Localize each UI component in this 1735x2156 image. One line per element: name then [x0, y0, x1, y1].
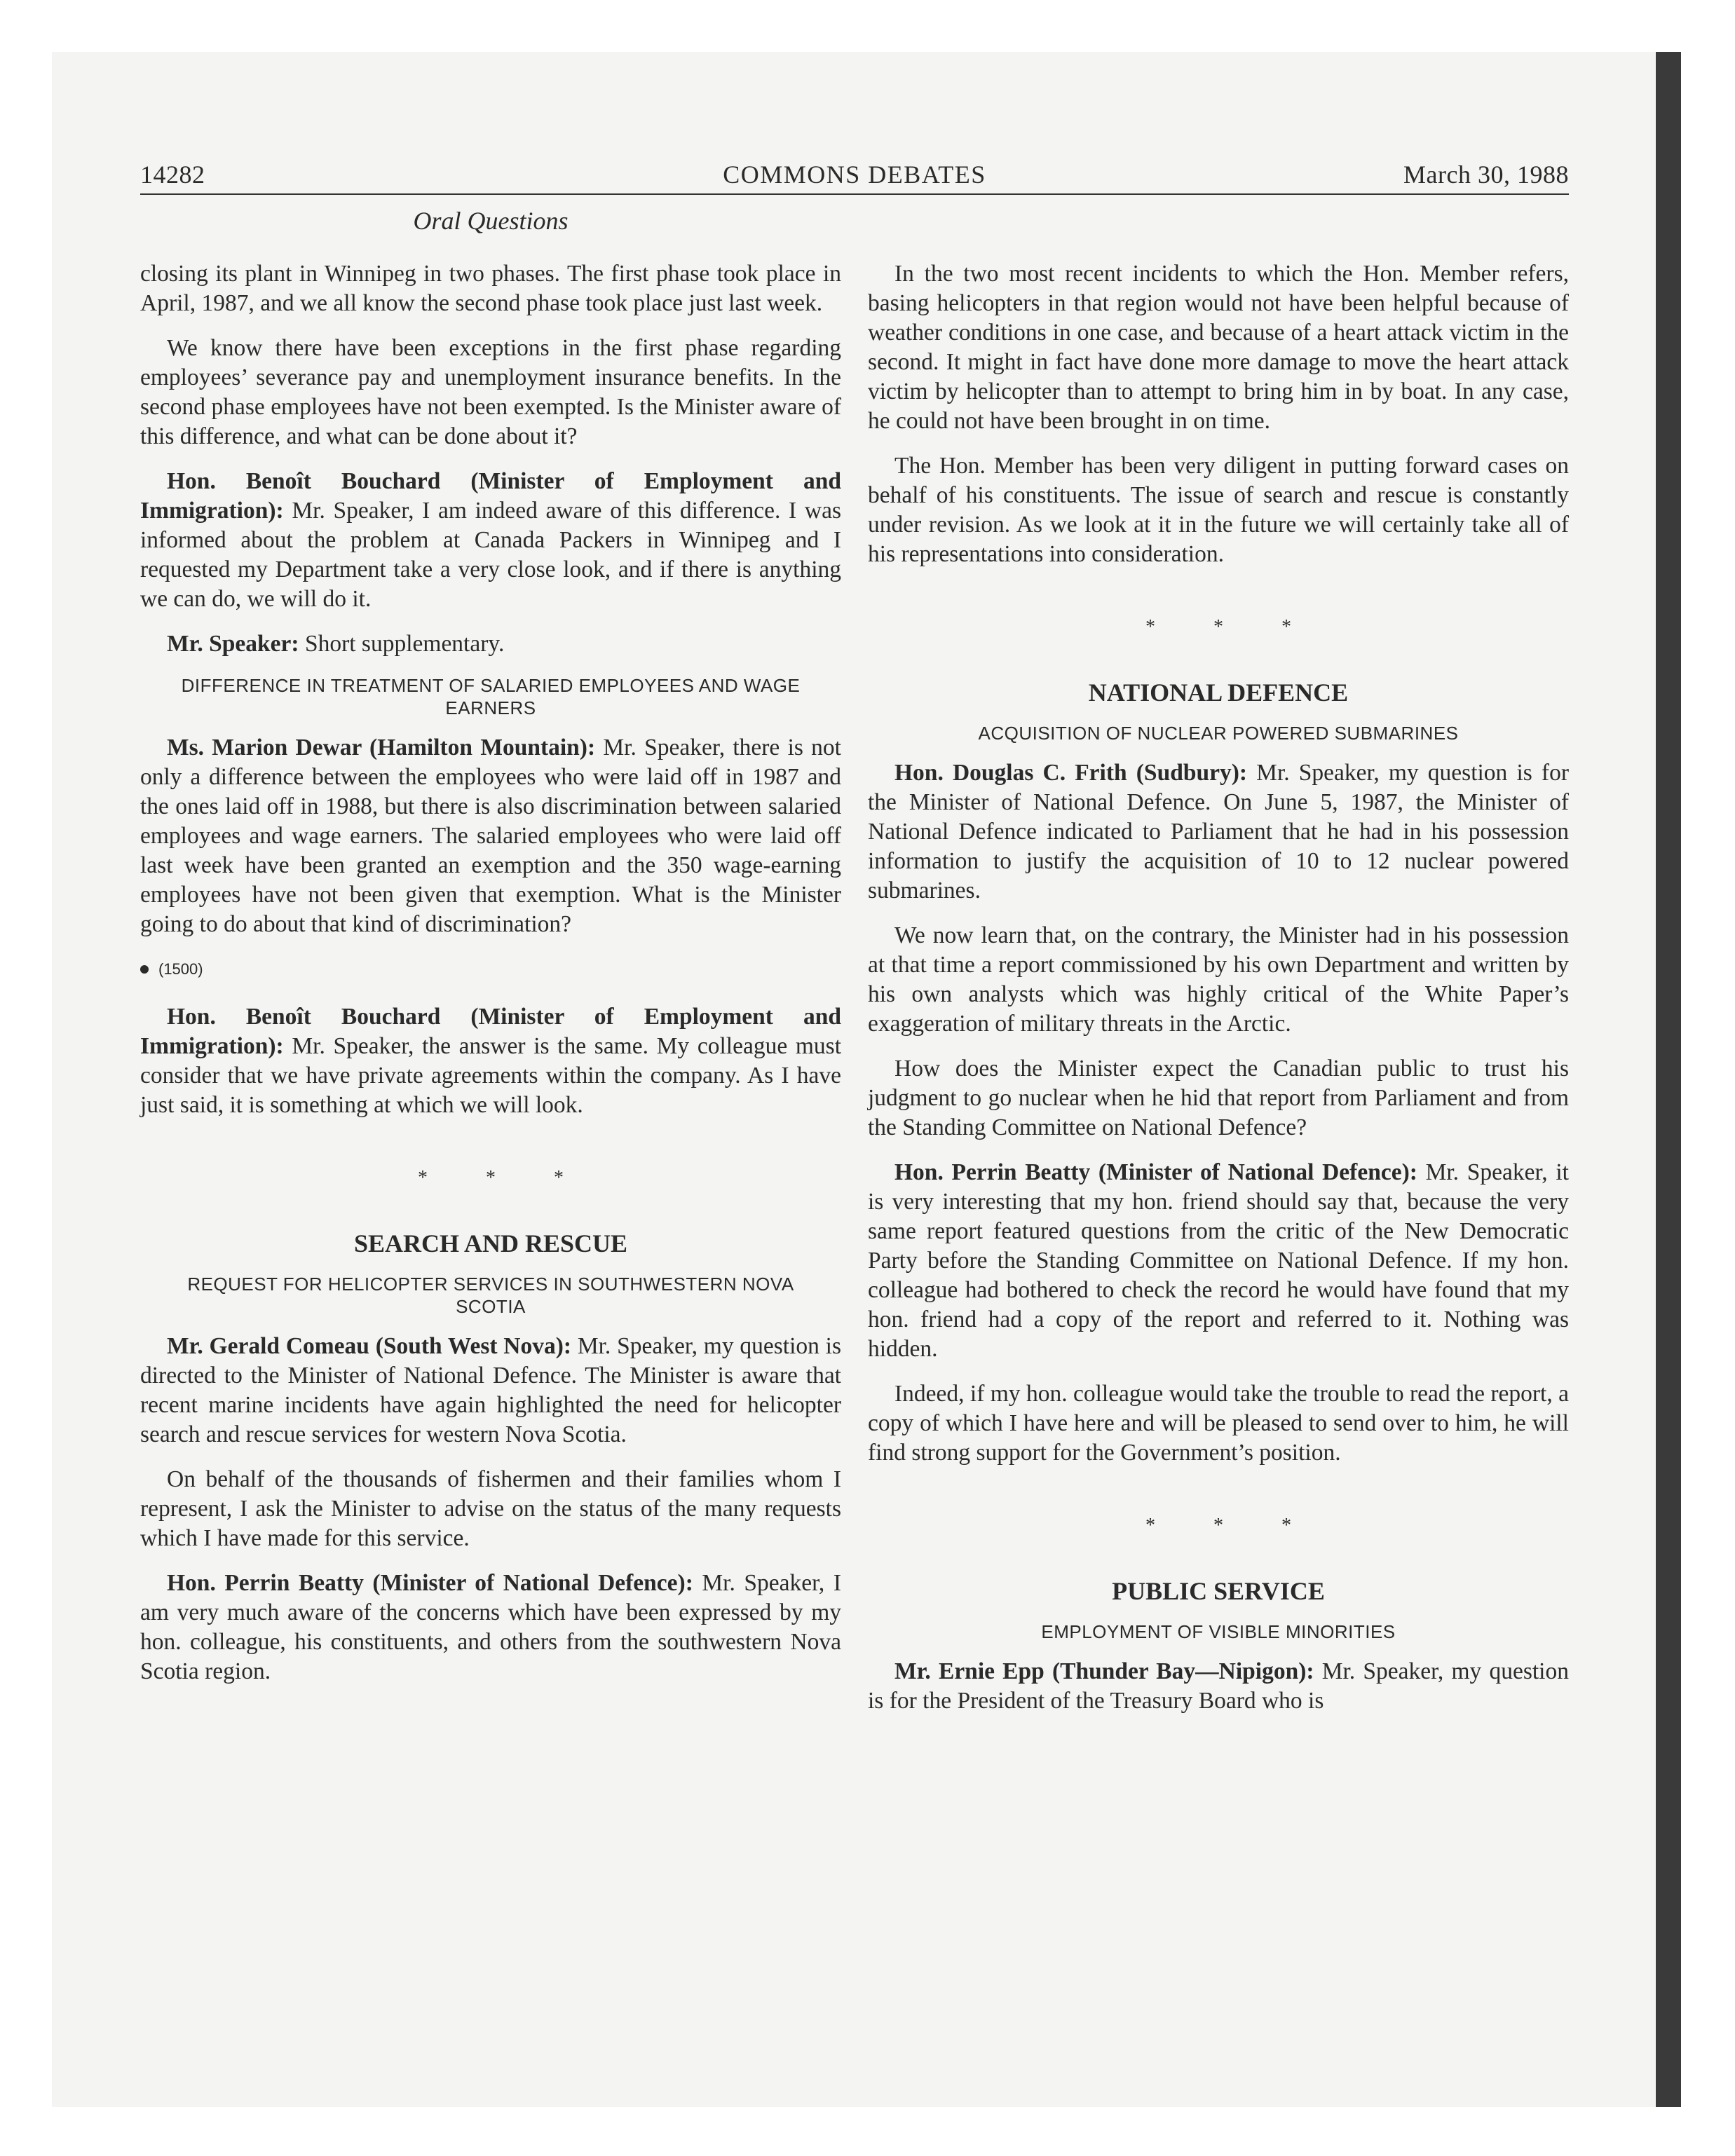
- paragraph: [140, 1569, 841, 1686]
- timestamp-marker: [140, 955, 841, 984]
- section-divider: * * *: [1145, 616, 1318, 638]
- right-column: [868, 259, 1569, 1731]
- speaker-name: Hon. Benoît Bouchard (Minister of Employment and Immigration):: [140, 1004, 841, 1059]
- speaker-name: Mr. Gerald Comeau (South West Nova):: [167, 1333, 572, 1359]
- page-number: 14282: [140, 161, 205, 189]
- paragraph: [140, 733, 841, 939]
- speech-text: Mr. Speaker, there is not only a difference between the employees who were laid off in 1987 and the ones laid off in 1988, but there is also discrimination between salaried employees and wage earners. The salaried employees who were laid off last week have been granted an exemption and the 350 wage-earning employees have not been given that exemption. What is the Minister going to do about that kind of discrimination?: [140, 735, 841, 937]
- paragraph: How does the Minister expect the Canadian public to trust his judgment to go nuclear when he hid that report from Parliament and from the Standing Committee on National Defence?: [868, 1056, 1569, 1140]
- publication-title: COMMONS DEBATES: [723, 161, 986, 189]
- speech-text: Mr. Speaker, the answer is the same. My colleague must consider that we have private agreements within the company. As I have just said, it is something at which we will look.: [140, 1033, 841, 1118]
- paragraph: [140, 1002, 841, 1120]
- section-heading: SEARCH AND RESCUE: [353, 1229, 628, 1257]
- header-date: March 30, 1988: [1403, 161, 1569, 189]
- subheading: DIFFERENCE IN TREATMENT OF SALARIED EMPLOYEES AND WAGE EARNERS: [181, 675, 801, 718]
- paragraph: The Hon. Member has been very diligent in putting forward cases on behalf of his constituents. The issue of search and rescue is constantly under revision. As we look at it in the future we will certainly take all of his representations into consideration.: [868, 453, 1569, 567]
- paragraph: closing its plant in Winnipeg in two phases. The first phase took place in April, 1987, and we all know the second phase took place just last week.: [140, 261, 841, 316]
- speech-text: Mr. Speaker, I am very much aware of the concerns which have been expressed by my hon. colleague, his constituents, and others from the southwestern Nova Scotia region.: [140, 1570, 841, 1684]
- speech-text: Mr. Speaker, my question is for the President of the Treasury Board who is: [868, 1658, 1569, 1714]
- speech-text: Short supplementary.: [299, 631, 505, 657]
- speaker-name: Ms. Marion Dewar (Hamilton Mountain):: [167, 735, 596, 760]
- section-heading: NATIONAL DEFENCE: [1088, 678, 1349, 707]
- speaker-name: Hon. Perrin Beatty (Minister of National Defence):: [167, 1570, 693, 1596]
- speech-text: Mr. Speaker, my question is for the Minister of National Defence. On June 5, 1987, the Minister of National Defence indicated to Parliament that he had in his possession information to justify the acquisition of 10 to 12 nuclear powered submarines.: [868, 760, 1569, 903]
- subheading: EMPLOYMENT OF VISIBLE MINORITIES: [1041, 1621, 1396, 1642]
- paragraph: Indeed, if my hon. colleague would take the trouble to read the report, a copy of which I have here and will be pleased to send over to him, he will find strong support for the Government’s position.: [868, 1381, 1569, 1466]
- header-rule: [140, 193, 1569, 195]
- subheading: ACQUISITION OF NUCLEAR POWERED SUBMARINES: [978, 723, 1459, 744]
- paragraph: [868, 1657, 1569, 1716]
- section-divider: * * *: [1145, 1515, 1318, 1536]
- section-label: Oral Questions: [413, 207, 569, 235]
- paragraph: [868, 758, 1569, 906]
- paragraph: We know there have been exceptions in the first phase regarding employees’ severance pay and unemployment insurance benefits. In the second phase employees have not been exempted. Is the Minister aware of this difference, and what can be done about it?: [140, 335, 841, 449]
- paragraph: In the two most recent incidents to which the Hon. Member refers, basing helicopters in that region would not have been helpful because of weather conditions in one case, and because of a heart attack victim in the second. It might in fact have done more damage to move the heart attack victim by helicopter than to attempt to bring him in by boat. In any case, he could not have been brought in on time.: [868, 261, 1569, 434]
- paragraph: [868, 1158, 1569, 1364]
- paragraph: [140, 1332, 841, 1449]
- paragraph: We now learn that, on the contrary, the Minister had in his possession at that time a report commissioned by his own Department and written by his own analysts which was highly critical of the White Paper’s exaggeration of military threats in the Arctic.: [868, 922, 1569, 1037]
- timestamp: (1500): [158, 960, 203, 978]
- speaker-name: Hon. Douglas C. Frith (Sudbury):: [894, 760, 1248, 786]
- left-column: [140, 259, 841, 1702]
- paragraph: On behalf of the thousands of fishermen and their families whom I represent, I ask the Minister to advise on the status of the many requests which I have made for this service.: [140, 1466, 841, 1551]
- speaker-name: Hon. Benoît Bouchard (Minister of Employment and Immigration):: [140, 468, 841, 524]
- speech-text: Mr. Speaker, my question is directed to the Minister of National Defence. The Minister is aware that recent marine incidents have again highlighted the need for helicopter search and rescue services for western Nova Scotia.: [140, 1333, 841, 1447]
- page-header: [140, 160, 1569, 196]
- paragraph: [140, 629, 841, 659]
- speaker-name: Mr. Ernie Epp (Thunder Bay—Nipigon):: [894, 1658, 1314, 1684]
- bullet-icon: [140, 965, 149, 974]
- speaker-name: Hon. Perrin Beatty (Minister of National Defence):: [894, 1159, 1417, 1185]
- subheading: REQUEST FOR HELICOPTER SERVICES IN SOUTHWESTERN NOVA SCOTIA: [187, 1274, 794, 1317]
- section-heading: PUBLIC SERVICE: [1112, 1577, 1325, 1605]
- paragraph: [140, 467, 841, 614]
- scan-edge-bar: [1656, 52, 1681, 2107]
- speaker-name: Mr. Speaker:: [167, 631, 299, 657]
- section-divider: * * *: [418, 1167, 590, 1189]
- speech-text: Mr. Speaker, it is very interesting that my hon. friend should say that, because the very same report featured questions from the critic of the New Democratic Party before the Standing Committee on National Defence. If my hon. colleague had bothered to check the record he would have found that my hon. friend had a copy of the report and referred to it. Nothing was hidden.: [868, 1159, 1569, 1362]
- speech-text: Mr. Speaker, I am indeed aware of this difference. I was informed about the problem at Canada Packers in Winnipeg and I requested my Department take a very close look, and if there is anything we can do, we will do it.: [140, 498, 841, 612]
